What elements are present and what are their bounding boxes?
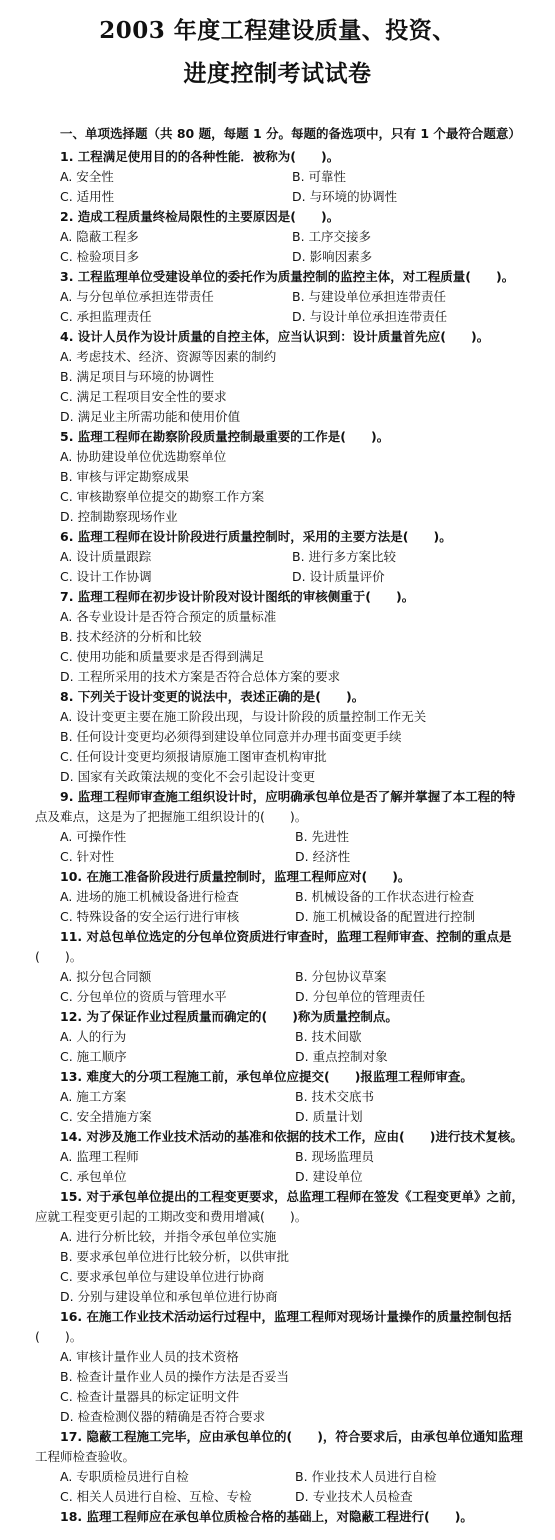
option-line — [0, 227, 555, 247]
option-line — [0, 767, 555, 787]
option-text: B. 技术交底书 — [295, 1089, 375, 1104]
option-text: C. 承担监理责任 — [60, 309, 152, 324]
option-line — [0, 887, 555, 907]
question-continuation-line — [0, 1447, 555, 1467]
option-line — [0, 1227, 555, 1247]
option-text: D. 国家有关政策法规的变化不会引起设计变更 — [60, 769, 316, 784]
option-text: B. 机械设备的工作状态进行检查 — [295, 889, 475, 904]
option-text: B. 作业技术人员进行自检 — [295, 1469, 437, 1484]
option-text: A. 隐蔽工程多 — [60, 229, 139, 244]
question-text: 12. 为了保证作业过程质量而确定的( )称为质量控制点。 — [60, 1009, 398, 1024]
option-text: A. 进行分析比较，并指令承包单位实施 — [60, 1229, 277, 1244]
option-line — [0, 907, 555, 927]
option-text: A. 安全性 — [60, 169, 114, 184]
question-text: 7. 监理工程师在初步设计阶段对设计图纸的审核侧重于( )。 — [60, 589, 415, 604]
option-text: A. 人的行为 — [60, 1029, 127, 1044]
option-text: B. 进行多方案比较 — [292, 549, 397, 564]
option-text: D. 质量计划 — [295, 1109, 363, 1124]
option-line — [0, 1487, 555, 1507]
option-line — [0, 727, 555, 747]
question-text: 2. 造成工程质量终检局限性的主要原因是( )。 — [60, 209, 340, 224]
option-text: C. 施工顺序 — [60, 1049, 127, 1064]
question-line — [0, 147, 555, 167]
question-text: 工程师检查验收。 — [35, 1449, 136, 1464]
option-text: D. 分包单位的管理责任 — [295, 989, 426, 1004]
question-continuation-line — [0, 1207, 555, 1227]
question-line — [0, 1007, 555, 1027]
option-text: A. 各专业设计是否符合预定的质量标准 — [60, 609, 277, 624]
option-text: C. 相关人员进行自检、互检、专检 — [60, 1489, 252, 1504]
option-line — [0, 1107, 555, 1127]
option-text: B. 先进性 — [295, 829, 350, 844]
question-text: ( )。 — [35, 1329, 83, 1344]
option-text: C. 适用性 — [60, 189, 115, 204]
option-line — [0, 1147, 555, 1167]
option-line — [0, 1287, 555, 1307]
option-line — [0, 967, 555, 987]
option-text: C. 特殊设备的安全运行进行审核 — [60, 909, 240, 924]
option-line — [0, 247, 555, 267]
option-text: B. 工序交接多 — [292, 229, 372, 244]
question-text: 15. 对于承包单位提出的工程变更要求，总监理工程师在签发《工程变更单》之前， — [60, 1189, 524, 1204]
option-text: A. 协助建设单位优选勘察单位 — [60, 449, 227, 464]
option-line — [0, 827, 555, 847]
option-text: D. 分别与建设单位和承包单位进行协商 — [60, 1289, 278, 1304]
option-text: C. 承包单位 — [60, 1169, 127, 1184]
option-line — [0, 1027, 555, 1047]
option-text: C. 满足工程项目安全性的要求 — [60, 389, 227, 404]
option-line — [0, 407, 555, 427]
question-line — [0, 1307, 555, 1327]
option-line — [0, 747, 555, 767]
question-line — [0, 787, 555, 807]
option-text: B. 技术间歇 — [295, 1029, 362, 1044]
option-line — [0, 707, 555, 727]
option-line — [0, 1387, 555, 1407]
option-line — [0, 307, 555, 327]
option-text: A. 施工方案 — [60, 1089, 127, 1104]
question-line — [0, 1427, 555, 1447]
question-continuation-line — [0, 1327, 555, 1347]
question-text: 应就工程变更引起的工期改变和费用增减( )。 — [35, 1209, 308, 1224]
option-text: A. 可操作性 — [60, 829, 127, 844]
option-text: D. 影响因素多 — [292, 249, 373, 264]
option-line — [0, 287, 555, 307]
option-line — [0, 507, 555, 527]
option-text: D. 满足业主所需功能和使用价值 — [60, 409, 241, 424]
option-text: A. 拟分包合同额 — [60, 969, 152, 984]
question-text: 10. 在施工准备阶段进行质量控制时，监理工程师应对( )。 — [60, 869, 411, 884]
question-line — [0, 867, 555, 887]
section-heading-text: 一、单项选择题（共 80 题，每题 1 分。每题的备选项中，只有 1 个最符合题意） — [60, 126, 521, 141]
option-line — [0, 1167, 555, 1187]
option-line — [0, 187, 555, 207]
option-text: B. 要求承包单位进行比较分析，以供审批 — [60, 1249, 290, 1264]
option-text: C. 审核勘察单位提交的勘察工作方案 — [60, 489, 265, 504]
option-text: D. 检查检测仪器的精确是否符合要求 — [60, 1409, 266, 1424]
section-heading — [0, 124, 555, 144]
option-line — [0, 387, 555, 407]
option-text: A. 与分包单位承担连带责任 — [60, 289, 214, 304]
question-continuation-line — [0, 807, 555, 827]
option-text: C. 任何设计变更均须报请原施工图审查机构审批 — [60, 749, 327, 764]
option-text: B. 分包协议草案 — [295, 969, 387, 984]
option-line — [0, 347, 555, 367]
question-text: 16. 在施工作业技术活动运行过程中，监理工程师对现场计量操作的质量控制包括 — [60, 1309, 512, 1324]
option-text: D. 控制勘察现场作业 — [60, 509, 178, 524]
option-text: A. 设计质量跟踪 — [60, 549, 152, 564]
question-line — [0, 1187, 555, 1207]
option-text: A. 进场的施工机械设备进行检查 — [60, 889, 239, 904]
option-line — [0, 467, 555, 487]
question-text: 3. 工程监理单位受建设单位的委托作为质量控制的监控主体，对工程质量( )。 — [60, 269, 515, 284]
question-line — [0, 527, 555, 547]
option-text: C. 设计工作协调 — [60, 569, 152, 584]
option-line — [0, 607, 555, 627]
option-text: D. 建设单位 — [295, 1169, 363, 1184]
option-line — [0, 1247, 555, 1267]
option-line — [0, 167, 555, 187]
option-line — [0, 627, 555, 647]
option-line — [0, 1087, 555, 1107]
question-line — [0, 327, 555, 347]
option-text: C. 分包单位的资质与管理水平 — [60, 989, 227, 1004]
option-line — [0, 667, 555, 687]
question-text: 17. 隐蔽工程施工完毕，应由承包单位的( )，符合要求后，由承包单位通知监理 — [60, 1429, 523, 1444]
option-text: A. 审核计量作业人员的技术资格 — [60, 1349, 239, 1364]
question-text: 点及难点，这是为了把握施工组织设计的( )。 — [35, 809, 308, 824]
question-text: 14. 对涉及施工作业技术活动的基准和依据的技术工作，应由( )进行技术复核。 — [60, 1129, 523, 1144]
question-text: 4. 设计人员作为设计质量的自控主体，应当认识到：设计质量首先应( )。 — [60, 329, 490, 344]
question-line — [0, 267, 555, 287]
option-text: D. 专业技术人员检查 — [295, 1489, 413, 1504]
option-line — [0, 847, 555, 867]
question-continuation-line — [0, 947, 555, 967]
option-text: D. 施工机械设备的配置进行控制 — [295, 909, 476, 924]
question-line — [0, 587, 555, 607]
option-text: D. 工程所采用的技术方案是否符合总体方案的要求 — [60, 669, 341, 684]
option-text: B. 满足项目与环境的协调性 — [60, 369, 215, 384]
question-line — [0, 1507, 555, 1527]
option-line — [0, 447, 555, 467]
exam-title-line-1: 2003 年度工程建设质量、投资、 — [99, 17, 456, 44]
option-line — [0, 647, 555, 667]
option-line — [0, 1367, 555, 1387]
option-text: B. 任何设计变更均必须得到建设单位同意并办理书面变更手续 — [60, 729, 402, 744]
question-text: ( )。 — [35, 949, 83, 964]
option-text: B. 审核与评定勘察成果 — [60, 469, 190, 484]
option-line — [0, 547, 555, 567]
option-line — [0, 567, 555, 587]
question-text: 1. 工程满足使用目的的各种性能．被称为( )。 — [60, 149, 340, 164]
option-text: C. 针对性 — [60, 849, 115, 864]
question-text: 13. 难度大的分项工程施工前，承包单位应提交( )报监理工程师审查。 — [60, 1069, 473, 1084]
question-line — [0, 927, 555, 947]
question-text: 6. 监理工程师在设计阶段进行质量控制时，采用的主要方法是( )。 — [60, 529, 452, 544]
option-line — [0, 367, 555, 387]
option-text: B. 与建设单位承担连带责任 — [292, 289, 447, 304]
question-text: 5. 监理工程师在勘察阶段质量控制最重要的工作是( )。 — [60, 429, 390, 444]
question-line — [0, 427, 555, 447]
option-text: D. 设计质量评价 — [292, 569, 385, 584]
option-line — [0, 487, 555, 507]
option-text: A. 专职质检员进行自检 — [60, 1469, 189, 1484]
option-line — [0, 1267, 555, 1287]
option-text: B. 现场监理员 — [295, 1149, 375, 1164]
option-text: A. 考虑技术、经济、资源等因素的制约 — [60, 349, 277, 364]
option-text: B. 可靠性 — [292, 169, 347, 184]
question-line — [0, 207, 555, 227]
question-text: 11. 对总包单位选定的分包单位资质进行审查时，监理工程师审查、控制的重点是 — [60, 929, 512, 944]
option-text: D. 重点控制对象 — [295, 1049, 388, 1064]
option-text: C. 要求承包单位与建设单位进行协商 — [60, 1269, 265, 1284]
option-text: D. 与环境的协调性 — [292, 189, 398, 204]
option-text: B. 技术经济的分析和比较 — [60, 629, 202, 644]
option-text: C. 检验项目多 — [60, 249, 140, 264]
option-text: C. 检查计量器具的标定证明文件 — [60, 1389, 240, 1404]
exam-title-line-2: 进度控制考试试卷 — [183, 60, 372, 87]
option-line — [0, 987, 555, 1007]
option-text: D. 经济性 — [295, 849, 351, 864]
option-line — [0, 1347, 555, 1367]
option-text: C. 使用功能和质量要求是否得到满足 — [60, 649, 265, 664]
question-line — [0, 1067, 555, 1087]
option-text: A. 监理工程师 — [60, 1149, 139, 1164]
question-text: 18. 监理工程师应在承包单位质检合格的基础上，对隐蔽工程进行( )。 — [60, 1509, 473, 1524]
question-line — [0, 1127, 555, 1147]
option-text: B. 检查计量作业人员的操作方法是否妥当 — [60, 1369, 290, 1384]
option-text: A. 设计变更主要在施工阶段出现，与设计阶段的质量控制工作无关 — [60, 709, 427, 724]
option-line — [0, 1407, 555, 1427]
option-line — [0, 1047, 555, 1067]
option-text: C. 安全措施方案 — [60, 1109, 152, 1124]
question-text: 8. 下列关于设计变更的说法中，表述正确的是( )。 — [60, 689, 365, 704]
question-text: 9. 监理工程师审查施工组织设计时，应明确承包单位是否了解并掌握了本工程的特 — [60, 789, 516, 804]
question-line — [0, 687, 555, 707]
option-line — [0, 1467, 555, 1487]
option-text: D. 与设计单位承担连带责任 — [292, 309, 448, 324]
